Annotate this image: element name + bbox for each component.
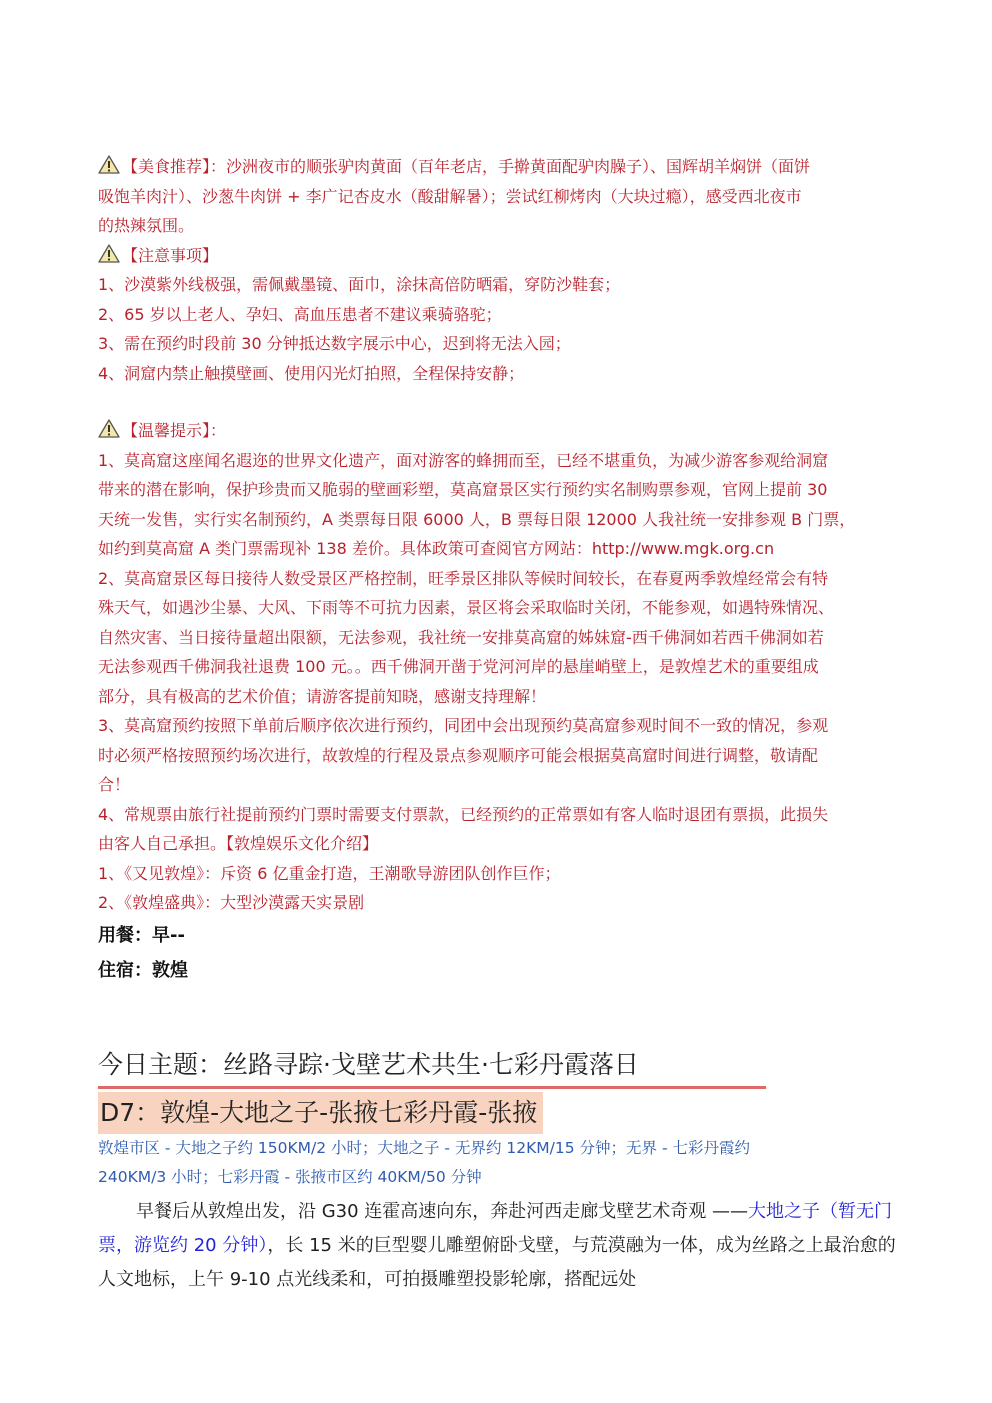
spacer xyxy=(98,388,898,416)
tips-line: 1、莫高窟这座闻名遐迩的世界文化遗产，面对游客的蜂拥而至，已经不堪重负，为减少游客参观给洞窟 xyxy=(98,450,829,470)
food-line-3: 的热辣氛围。 xyxy=(98,216,195,235)
notes-section xyxy=(98,152,898,988)
notice-title: 【注意事项】 xyxy=(122,245,219,265)
tips-line: 天统一发售，实行实名制预约，A 类票每日限 6000 人，B 票每日限 12000 人我社统一安排参观 B 门票， xyxy=(98,509,856,529)
notice-item: 4、洞窟内禁止触摸壁画、使用闪光灯拍照，全程保持安静； xyxy=(98,363,525,383)
tips-line: 4、常规票由旅行社提前预约门票时需要支付票款，已经预约的正常票如有客人临时退团有票损，此损失 xyxy=(98,804,829,824)
day-title: D7：敦煌-大地之子-张掖七彩丹霞-张掖 xyxy=(98,1092,543,1134)
tips-line: 如约到莫高窟 A 类门票需现补 138 差价。具体政策可查阅官方网站：http://www.mgk.org.cn xyxy=(98,539,775,558)
day-theme-heading: 今日主题：丝路寻踪·戈壁艺术共生·七彩丹霞落日 xyxy=(98,1046,766,1089)
notice-item: 1、沙漠紫外线极强，需佩戴墨镜、面巾，涂抹高倍防晒霜，穿防沙鞋套； xyxy=(98,275,621,294)
route-info xyxy=(98,1134,898,1192)
food-line-2: 吸饱羊肉汁）、沙葱牛肉饼 + 李广记杏皮水（酸甜解暑）；尝试红柳烤肉（大块过瘾），感受西北夜市 xyxy=(98,186,802,206)
tips-line: 合！ xyxy=(98,775,131,794)
notice-item: 3、需在预约时段前 30 分钟抵达数字展示中心，迟到将无法入园； xyxy=(98,334,571,353)
tips-line: 无法参观西千佛洞我社退费 100 元。。西千佛洞开凿于党河河岸的悬崖峭壁上，是敦煌艺术的重要组成 xyxy=(98,657,819,676)
warning-icon xyxy=(98,155,120,174)
body-text-2: ，长 15 米的巨型婴儿雕塑俯卧戈壁，与荒漠融为一体，成为丝路之上最治愈的人文地标，上午 9-10 点光线柔和，可拍摄雕塑投影轮廓，搭配远处 xyxy=(98,1235,896,1290)
tips-line: 殊天气，如遇沙尘暴、大风、下雨等不可抗力因素，景区将会采取临时关闭，不能参观，如遇特殊情况、 xyxy=(98,598,835,617)
attraction-link[interactable]: 大地之子（暂无门票，游览约 20 分钟） xyxy=(98,1201,893,1256)
tips-line: 部分，具有极高的艺术价值；请游客提前知晓，感谢支持理解！ xyxy=(98,686,547,706)
warning-icon xyxy=(98,244,120,263)
notice-item: 2、65 岁以上老人、孕妇、高血压患者不建议乘骑骆驼； xyxy=(98,304,502,324)
food-line-1 xyxy=(98,152,898,182)
tips-line: 时必须严格按照预约场次进行，故敦煌的行程及景点参观顺序可能会根据莫高窟时间进行调整，敬请配 xyxy=(98,745,819,765)
tips-line: 2、莫高窟景区每日接待人数受景区严格控制，旺季景区排队等候时间较长，在春夏两季敦煌经常会有特 xyxy=(98,568,829,588)
route-line-1: 敦煌市区 - 大地之子约 150KM/2 小时；大地之子 - 无界约 12KM/15 分钟；无界 - 七彩丹霞约 xyxy=(98,1139,750,1157)
food-text-1: 【美食推荐】：沙洲夜市的顺张驴肉黄面（百年老店，手擀黄面配驴肉臊子）、国辉胡羊焖饼（面饼 xyxy=(122,157,811,176)
tips-line: 2、《敦煌盛典》：大型沙漠露天实景剧 xyxy=(98,893,365,912)
tips-title-line xyxy=(98,416,898,446)
meal-info: 用餐：早-- xyxy=(98,924,185,946)
tips-line: 1、《又见敦煌》：斥资 6 亿重金打造，王潮歌导游团队创作巨作； xyxy=(98,863,561,883)
body-text-1: 早餐后从敦煌出发，沿 G30 连霍高速向东，奔赴河西走廊戈壁艺术奇观 —— xyxy=(136,1201,749,1222)
tips-line: 由客人自己承担。【敦煌娱乐文化介绍】 xyxy=(98,834,379,853)
tips-line: 自然灾害、当日接待量超出限额，无法参观，我社统一安排莫高窟的姊妹窟-西千佛洞如若西千佛洞如若 xyxy=(98,627,824,647)
tips-line: 带来的潜在影响，保护珍贵而又脆弱的壁画彩塑，莫高窟景区实行预约实名制购票参观，官网上提前 30 xyxy=(98,480,828,499)
tips-title: 【温馨提示】： xyxy=(122,421,227,440)
stay-info: 住宿：敦煌 xyxy=(98,959,188,981)
route-line-2: 240KM/3 小时；七彩丹霞 - 张掖市区约 40KM/50 分钟 xyxy=(98,1168,482,1186)
itinerary-paragraph xyxy=(98,1195,898,1297)
notice-title-line xyxy=(98,241,898,271)
warning-icon xyxy=(98,419,120,438)
tips-line: 3、莫高窟预约按照下单前后顺序依次进行预约，同团中会出现预约莫高窟参观时间不一致的情况，参观 xyxy=(98,716,829,735)
